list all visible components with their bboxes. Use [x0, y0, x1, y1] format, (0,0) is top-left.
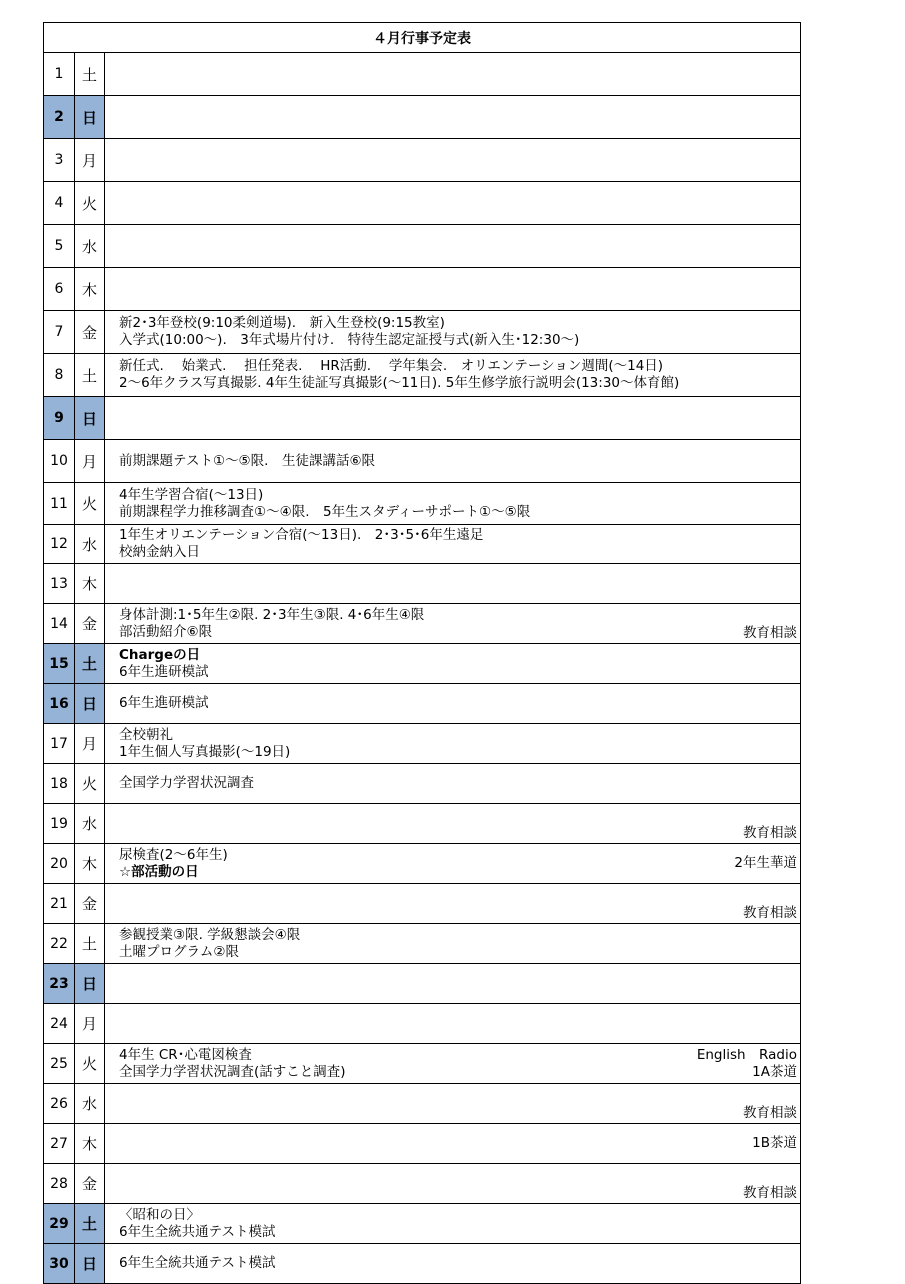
event-lines: [119, 354, 800, 396]
schedule-body: [44, 23, 801, 1284]
weekday: 土: [75, 53, 105, 96]
event-line: 新2･3年登校(9:10柔剣道場). 新入生登校(9:15教室): [119, 315, 445, 331]
event-cell: [105, 604, 801, 644]
day-number: 13: [44, 564, 75, 604]
event-lines: [119, 397, 800, 439]
event-line: 前期課程学力推移調査①～④限. 5年生スタディーサポート①～⑤限: [119, 503, 531, 520]
event-line: 6年生全統共通テスト模試: [119, 1255, 276, 1271]
right-note: 2年生華道: [734, 855, 797, 871]
weekday: 土: [75, 1204, 105, 1244]
right-notes: [743, 804, 797, 843]
event-lines: [119, 225, 800, 267]
event-cell: [105, 1004, 801, 1044]
day-row: [44, 1044, 801, 1084]
event-line: 新任式. 始業式. 担任発表. HR活動. 学年集会. オリエンテーション週間(～14日): [119, 358, 664, 374]
weekday: 月: [75, 139, 105, 182]
day-row: [44, 397, 801, 440]
day-number: 21: [44, 884, 75, 924]
event-line: 1年生オリエンテーション合宿(～13日). 2･3･5･6年生遠足: [119, 527, 484, 543]
title-row: [44, 23, 801, 53]
weekday: 金: [75, 884, 105, 924]
event-cell: [105, 525, 801, 564]
day-number: 12: [44, 525, 75, 564]
day-row: [44, 225, 801, 268]
event-cell: [105, 1084, 801, 1124]
day-row: [44, 268, 801, 311]
event-line: 6年生全統共通テスト模試: [119, 1223, 276, 1240]
event-cell: [105, 354, 801, 397]
weekday: 木: [75, 268, 105, 311]
schedule-table: [43, 22, 801, 1284]
right-notes: [697, 1044, 797, 1083]
event-cell: [105, 1164, 801, 1204]
event-lines: [119, 924, 800, 963]
page-title: ４月行事予定表: [44, 23, 801, 53]
event-line: 尿検査(2～6年生): [119, 846, 228, 863]
day-row: [44, 483, 801, 525]
day-row: [44, 354, 801, 397]
event-cell: [105, 53, 801, 96]
event-cell: [105, 684, 801, 724]
day-row: [44, 440, 801, 483]
day-row: [44, 311, 801, 354]
event-line: 〈昭和の日〉: [119, 1206, 200, 1223]
day-row: [44, 525, 801, 564]
day-number: 20: [44, 844, 75, 884]
event-cell: [105, 1244, 801, 1284]
right-note: 1B茶道: [752, 1135, 797, 1151]
day-number: 24: [44, 1004, 75, 1044]
event-lines: [119, 884, 800, 923]
event-lines: [119, 525, 800, 563]
event-lines: [119, 764, 800, 803]
day-number: 26: [44, 1084, 75, 1124]
day-row: [44, 724, 801, 764]
day-row: [44, 1204, 801, 1244]
event-line: 全国学力学習状況調査(話すこと調査): [119, 1063, 346, 1080]
event-cell: [105, 483, 801, 525]
event-line: 身体計測:1･5年生②限. 2･3年生③限. 4･6年生④限: [119, 606, 425, 623]
weekday: 木: [75, 1124, 105, 1164]
event-lines: [119, 1004, 800, 1043]
event-lines: [119, 53, 800, 95]
event-line: 2～6年クラス写真撮影. 4年生徒証写真撮影(～11日). 5年生修学旅行説明会(13:30～体育館): [119, 375, 680, 391]
weekday: 日: [75, 1244, 105, 1284]
weekday: 月: [75, 440, 105, 483]
event-line: 土曜プログラム②限: [119, 943, 239, 960]
day-row: [44, 139, 801, 182]
day-number: 15: [44, 644, 75, 684]
weekday: 日: [75, 684, 105, 724]
right-notes: [752, 1124, 797, 1163]
event-lines: [119, 604, 800, 643]
day-row: [44, 182, 801, 225]
day-number: 3: [44, 139, 75, 182]
event-lines: [119, 311, 800, 353]
right-note: 教育相談: [743, 625, 797, 641]
weekday: 金: [75, 1164, 105, 1204]
event-line: 部活動紹介⑥限: [119, 623, 213, 640]
event-line: 入学式(10:00～). 3年式場片付け. 特待生認定証授与式(新入生･12:30～): [119, 332, 580, 348]
event-lines: [119, 804, 800, 843]
day-row: [44, 964, 801, 1004]
weekday: 水: [75, 1084, 105, 1124]
day-row: [44, 684, 801, 724]
event-cell: [105, 1124, 801, 1164]
event-line: 6年生進研模試: [119, 695, 209, 711]
weekday: 火: [75, 1044, 105, 1084]
day-number: 22: [44, 924, 75, 964]
event-lines: [119, 684, 800, 723]
weekday: 水: [75, 225, 105, 268]
weekday: 土: [75, 924, 105, 964]
day-row: [44, 53, 801, 96]
day-number: 29: [44, 1204, 75, 1244]
day-row: [44, 1244, 801, 1284]
day-number: 8: [44, 354, 75, 397]
day-row: [44, 764, 801, 804]
day-row: [44, 1124, 801, 1164]
day-row: [44, 1004, 801, 1044]
day-row: [44, 844, 801, 884]
event-cell: [105, 564, 801, 604]
day-number: 16: [44, 684, 75, 724]
event-lines: [119, 844, 800, 883]
day-number: 19: [44, 804, 75, 844]
event-lines: [119, 182, 800, 224]
weekday: 月: [75, 724, 105, 764]
event-cell: [105, 397, 801, 440]
day-row: [44, 564, 801, 604]
day-row: [44, 96, 801, 139]
day-row: [44, 604, 801, 644]
event-line: ☆部活動の日: [119, 863, 199, 880]
event-cell: [105, 225, 801, 268]
day-row: [44, 884, 801, 924]
event-lines: [119, 96, 800, 138]
day-number: 14: [44, 604, 75, 644]
weekday: 土: [75, 644, 105, 684]
day-number: 17: [44, 724, 75, 764]
day-number: 6: [44, 268, 75, 311]
event-lines: [119, 564, 800, 603]
event-line: 前期課題テスト①～⑤限. 生徒課講話⑥限: [119, 452, 376, 469]
event-cell: [105, 644, 801, 684]
day-number: 25: [44, 1044, 75, 1084]
event-lines: [119, 1124, 800, 1163]
weekday: 金: [75, 311, 105, 354]
day-row: [44, 804, 801, 844]
right-notes: [743, 884, 797, 923]
event-lines: [119, 440, 800, 482]
weekday: 月: [75, 1004, 105, 1044]
day-number: 2: [44, 96, 75, 139]
weekday: 日: [75, 964, 105, 1004]
weekday: 土: [75, 354, 105, 397]
event-cell: [105, 964, 801, 1004]
day-number: 5: [44, 225, 75, 268]
day-number: 30: [44, 1244, 75, 1284]
event-lines: [119, 644, 800, 683]
weekday: 火: [75, 764, 105, 804]
day-number: 9: [44, 397, 75, 440]
event-lines: [119, 1204, 800, 1243]
event-line: Chargeの日: [119, 646, 201, 663]
right-note: English Radio: [696, 1046, 797, 1063]
event-cell: [105, 139, 801, 182]
event-cell: [105, 924, 801, 964]
right-note: 教育相談: [743, 1105, 797, 1121]
event-cell: [105, 311, 801, 354]
right-notes: [743, 604, 797, 643]
day-number: 27: [44, 1124, 75, 1164]
event-line: 全校朝礼: [119, 726, 173, 743]
weekday: 日: [75, 397, 105, 440]
event-lines: [119, 483, 800, 524]
event-cell: [105, 268, 801, 311]
event-line: 4年生 CR･心電図検査: [119, 1046, 252, 1063]
weekday: 火: [75, 182, 105, 225]
day-number: 10: [44, 440, 75, 483]
event-lines: [119, 1244, 800, 1283]
event-line: 全国学力学習状況調査: [119, 775, 254, 791]
event-lines: [119, 724, 800, 763]
weekday: 火: [75, 483, 105, 525]
day-number: 11: [44, 483, 75, 525]
event-line: 参観授業③限. 学級懇談会④限: [119, 926, 301, 943]
weekday: 木: [75, 564, 105, 604]
right-note: 教育相談: [743, 1185, 797, 1201]
day-number: 23: [44, 964, 75, 1004]
event-cell: [105, 96, 801, 139]
event-line: 校納金納入日: [119, 544, 200, 560]
event-cell: [105, 764, 801, 804]
day-number: 18: [44, 764, 75, 804]
event-cell: [105, 182, 801, 225]
event-cell: [105, 844, 801, 884]
event-lines: [119, 1164, 800, 1203]
event-lines: [119, 139, 800, 181]
day-number: 28: [44, 1164, 75, 1204]
right-note: 1A茶道: [752, 1063, 797, 1080]
day-row: [44, 1084, 801, 1124]
weekday: 水: [75, 525, 105, 564]
day-number: 4: [44, 182, 75, 225]
event-cell: [105, 1204, 801, 1244]
day-row: [44, 924, 801, 964]
event-line: 6年生進研模試: [119, 663, 209, 680]
day-row: [44, 1164, 801, 1204]
event-line: 1年生個人写真撮影(～19日): [119, 743, 291, 760]
event-line: 4年生学習合宿(～13日): [119, 486, 264, 503]
weekday: 木: [75, 844, 105, 884]
event-lines: [119, 268, 800, 310]
event-cell: [105, 1044, 801, 1084]
day-number: 1: [44, 53, 75, 96]
weekday: 金: [75, 604, 105, 644]
right-notes: [734, 844, 797, 883]
right-note: 教育相談: [743, 825, 797, 841]
event-cell: [105, 884, 801, 924]
event-lines: [119, 1084, 800, 1123]
weekday: 日: [75, 96, 105, 139]
event-cell: [105, 724, 801, 764]
right-note: 教育相談: [743, 905, 797, 921]
weekday: 水: [75, 804, 105, 844]
event-cell: [105, 804, 801, 844]
right-notes: [743, 1164, 797, 1203]
event-cell: [105, 440, 801, 483]
right-notes: [743, 1084, 797, 1123]
day-row: [44, 644, 801, 684]
day-number: 7: [44, 311, 75, 354]
event-lines: [119, 964, 800, 1003]
